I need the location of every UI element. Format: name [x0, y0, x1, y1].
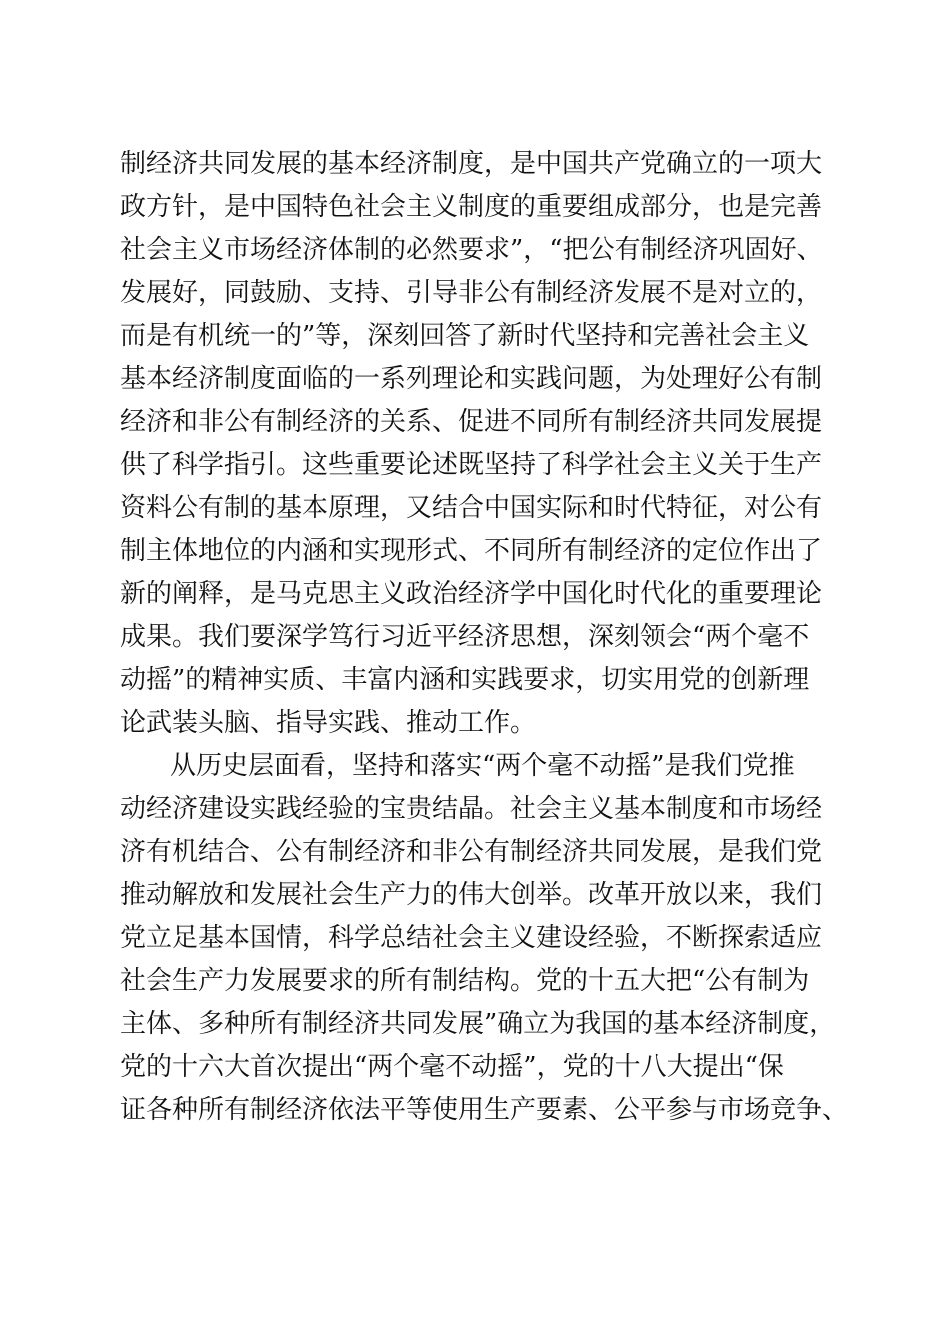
text-line: 动摇”的精神实质、丰富内涵和实践要求，切实用党的创新理 — [120, 665, 810, 695]
text-line: 供了科学指引。这些重要论述既坚持了科学社会主义关于生产 — [120, 450, 823, 480]
text-line: 党立足基本国情，科学总结社会主义建设经验，不断探索适应 — [120, 923, 823, 953]
text-line: 成果。我们要深学笃行习近平经济思想，深刻领会“两个毫不 — [120, 622, 810, 652]
text-line: 推动解放和发展社会生产力的伟大创举。改革开放以来，我们 — [120, 880, 823, 910]
text-line: 社会主义市场经济体制的必然要求”，“把公有制经济巩固好、 — [120, 235, 823, 265]
text-line: 发展好，同鼓励、支持、引导非公有制经济发展不是对立的， — [120, 278, 823, 308]
text-line: 而是有机统一的”等，深刻回答了新时代坚持和完善社会主义 — [120, 321, 810, 351]
text-line: 新的阐释，是马克思主义政治经济学中国化时代化的重要理论 — [120, 579, 823, 609]
text-line: 资料公有制的基本原理，又结合中国实际和时代特征，对公有 — [120, 493, 823, 523]
text-line: 经济和非公有制经济的关系、促进不同所有制经济共同发展提 — [120, 407, 823, 437]
text-line: 动经济建设实践经验的宝贵结晶。社会主义基本制度和市场经 — [120, 794, 823, 824]
text-line: 党的十六大首次提出“两个毫不动摇”，党的十八大提出“保 — [120, 1052, 784, 1082]
text-line: 济有机结合、公有制经济和非公有制经济共同发展，是我们党 — [120, 837, 823, 867]
text-line: 论武装头脑、指导实践、推动工作。 — [120, 708, 537, 738]
text-line: 政方针，是中国特色社会主义制度的重要组成部分，也是完善 — [120, 192, 823, 222]
text-line: 社会生产力发展要求的所有制结构。党的十五大把“公有制为 — [120, 966, 810, 996]
text-line: 基本经济制度面临的一系列理论和实践问题，为处理好公有制 — [120, 364, 823, 394]
text-line: 制主体地位的内涵和实现形式、不同所有制经济的定位作出了 — [120, 536, 823, 566]
text-line: 证各种所有制经济依法平等使用生产要素、公平参与市场竞争、 — [120, 1095, 849, 1125]
text-line: 制经济共同发展的基本经济制度，是中国共产党确立的一项大 — [120, 149, 823, 179]
text-line: 主体、多种所有制经济共同发展”确立为我国的基本经济制度， — [120, 1009, 836, 1039]
paragraph-first-line: 从历史层面看，坚持和落实“两个毫不动摇”是我们党推 — [170, 751, 795, 781]
